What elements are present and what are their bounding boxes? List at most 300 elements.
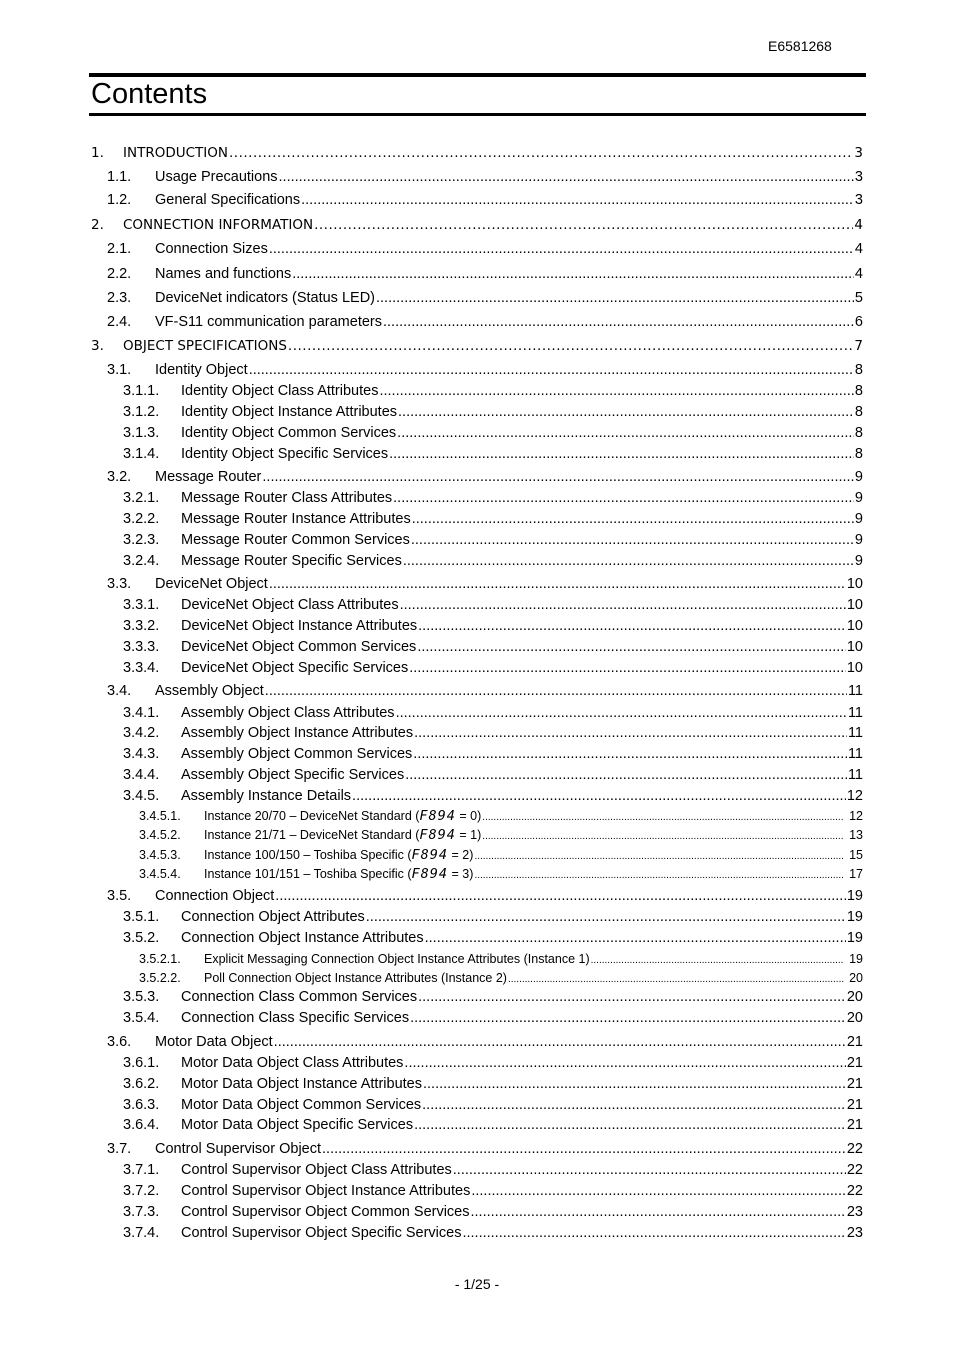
toc-entry-title	[181, 907, 365, 927]
toc-entry-number: 1.1.	[107, 169, 132, 185]
toc-entry[interactable]	[123, 381, 863, 401]
toc-entry-number: 2.	[91, 217, 104, 233]
toc-entry-title-text: Motor Data Object	[155, 1034, 273, 1050]
toc-entry-page: 4	[854, 266, 863, 282]
toc-entry-title-text: Instance 21/71 – DeviceNet Standard (	[204, 828, 420, 842]
toc-entry-number: 3.3.1.	[123, 597, 160, 613]
toc-entry-title-text: Identity Object	[155, 362, 248, 378]
toc-entry-title-text: Connection Object Instance Attributes	[181, 930, 424, 946]
toc-entry[interactable]	[91, 336, 863, 356]
toc-entry-number: 2.4.	[107, 314, 132, 330]
dot-leader	[379, 381, 853, 401]
toc-entry[interactable]	[123, 723, 863, 743]
dot-leader	[422, 1095, 846, 1115]
toc-entry-title	[181, 1053, 403, 1073]
toc-entry[interactable]	[123, 488, 863, 508]
toc-entry-number: 3.2.4.	[123, 553, 160, 569]
toc-entry-title	[181, 1202, 470, 1222]
toc-entry-number: 3.6.3.	[123, 1097, 160, 1113]
toc-entry-number: 3.5.2.2.	[139, 971, 181, 985]
toc-entry-title	[181, 723, 413, 743]
toc-entry[interactable]	[107, 264, 863, 284]
dot-leader	[383, 312, 854, 332]
toc-entry[interactable]	[107, 1139, 863, 1159]
toc-entry-number: 3.6.1.	[123, 1055, 160, 1071]
toc-entry-title-text: VF-S11 communication parameters	[155, 314, 382, 330]
toc-entry-title-text: DeviceNet Object Specific Services	[181, 660, 409, 676]
toc-entry[interactable]	[91, 143, 863, 163]
toc-entry-number: 3.6.	[107, 1034, 132, 1050]
toc-entry-number: 1.2.	[107, 192, 132, 208]
toc-entry-title	[204, 806, 481, 826]
dot-leader	[453, 1160, 846, 1180]
toc-entry-title	[155, 467, 261, 487]
toc-entry[interactable]	[123, 509, 863, 529]
toc-entry-number: 3.4.5.4.	[139, 867, 181, 881]
toc-entry[interactable]	[123, 1095, 863, 1115]
parameter-code: F894	[419, 827, 456, 843]
toc-entry-number: 3.4.5.2.	[139, 828, 181, 842]
toc-entry-title	[204, 825, 481, 845]
toc-entry[interactable]	[123, 658, 863, 678]
toc-entry-title	[181, 744, 412, 764]
dot-leader	[400, 595, 846, 615]
toc-entry-number: 3.4.	[107, 683, 132, 699]
toc-entry-title	[204, 968, 507, 988]
dot-leader	[409, 658, 846, 678]
toc-entry-page: 9	[854, 511, 863, 527]
toc-entry-title-text: Assembly Object Instance Attributes	[181, 725, 414, 741]
toc-entry[interactable]	[107, 167, 863, 187]
toc-entry-title	[123, 143, 228, 163]
toc-entry-title	[155, 360, 248, 380]
toc-entry-title-text: Message Router	[155, 469, 262, 485]
toc-entry[interactable]	[107, 1032, 863, 1052]
toc-entry-number: 3.3.3.	[123, 639, 160, 655]
toc-entry[interactable]	[123, 703, 863, 723]
toc-entry[interactable]	[123, 637, 863, 657]
toc-entry-number: 3.5.4.	[123, 1010, 160, 1026]
toc-entry[interactable]	[123, 616, 863, 636]
toc-entry-title-text: Connection Class Common Services	[181, 989, 418, 1005]
toc-entry-title	[181, 1115, 413, 1135]
toc-entry-page: 9	[854, 532, 863, 548]
toc-entry[interactable]	[123, 595, 863, 615]
toc-entry[interactable]	[123, 786, 863, 806]
dot-leader	[314, 215, 853, 235]
dot-leader	[413, 744, 847, 764]
toc-entry[interactable]	[123, 402, 863, 422]
toc-entry-title-text: Poll Connection Object Instance Attributes (Instance 2)	[204, 971, 507, 985]
toc-entry-title-text: Control Supervisor Object Class Attributes	[181, 1162, 452, 1178]
toc-entry-title	[204, 949, 590, 969]
toc-entry-number: 3.7.2.	[123, 1183, 160, 1199]
toc-entry-title	[181, 786, 351, 806]
title-top-rule	[89, 73, 866, 77]
toc-entry-number: 3.6.2.	[123, 1076, 160, 1092]
dot-leader	[301, 190, 854, 210]
toc-entry-title-text: DeviceNet Object Common Services	[181, 639, 417, 655]
toc-entry-page: 9	[854, 469, 863, 485]
toc-entry-title	[123, 215, 313, 235]
toc-entry-page: 20	[846, 989, 863, 1005]
toc-entry-title	[155, 167, 278, 187]
toc-entry[interactable]	[139, 806, 863, 826]
toc-entry[interactable]	[123, 1053, 863, 1073]
toc-entry[interactable]	[123, 987, 863, 1007]
toc-entry-title-text: Assembly Object Common Services	[181, 746, 413, 762]
toc-entry-title-suffix: = 3)	[448, 867, 474, 881]
toc-entry-title	[155, 1032, 273, 1052]
toc-entry-page: 10	[846, 597, 863, 613]
dot-leader	[396, 703, 847, 723]
toc-entry-number: 3.1.	[107, 362, 132, 378]
dot-leader	[389, 444, 854, 464]
toc-entry-title-text: Identity Object Common Services	[181, 425, 397, 441]
toc-entry[interactable]	[123, 1181, 863, 1201]
dot-leader	[275, 886, 846, 906]
toc-entry[interactable]	[123, 928, 863, 948]
toc-entry-number: 3.7.3.	[123, 1204, 160, 1220]
toc-entry[interactable]	[107, 239, 863, 259]
toc-entry-title-suffix: = 1)	[455, 828, 482, 842]
toc-entry-page: 7	[854, 338, 863, 354]
dot-leader	[418, 616, 846, 636]
toc-entry-page: 12	[849, 809, 863, 823]
toc-entry-number: 3.4.5.3.	[139, 848, 181, 862]
toc-entry-title	[181, 1181, 470, 1201]
toc-entry-page: 4	[854, 217, 863, 233]
toc-entry[interactable]	[123, 423, 863, 443]
toc-entry[interactable]	[123, 1202, 863, 1222]
toc-entry-number: 3.7.	[107, 1141, 132, 1157]
toc-entry-page: 21	[846, 1097, 863, 1113]
toc-entry-number: 3.5.2.	[123, 930, 160, 946]
toc-entry-page: 23	[846, 1204, 863, 1220]
dot-leader	[249, 360, 854, 380]
toc-entry[interactable]	[123, 1115, 863, 1135]
toc-entry-number: 3.3.4.	[123, 660, 160, 676]
toc-entry-title-text: Motor Data Object Class Attributes	[181, 1055, 404, 1071]
toc-entry[interactable]	[139, 845, 863, 865]
toc-entry-title	[155, 239, 268, 259]
toc-entry-page: 20	[849, 971, 863, 985]
toc-entry-number: 3.3.	[107, 576, 132, 592]
toc-entry-title-text: Connection Object	[155, 888, 275, 904]
toc-entry-number: 2.2.	[107, 266, 132, 282]
toc-entry-title	[123, 336, 287, 356]
toc-entry-title-text: Instance 20/70 – DeviceNet Standard (	[204, 809, 420, 823]
toc-entry-page: 8	[854, 404, 863, 420]
toc-entry-title	[155, 886, 274, 906]
toc-entry-title-text: General Specifications	[155, 192, 301, 208]
dot-leader	[414, 723, 847, 743]
dot-leader	[425, 928, 846, 948]
toc-entry-page: 13	[849, 828, 863, 842]
toc-entry-title	[155, 264, 291, 284]
dot-leader	[471, 1181, 846, 1201]
toc-entry-title-text: Connection Sizes	[155, 241, 268, 257]
toc-entry-number: 3.1.3.	[123, 425, 160, 441]
toc-entry[interactable]	[107, 467, 863, 487]
toc-entry-title	[181, 637, 416, 657]
toc-entry[interactable]	[123, 444, 863, 464]
toc-entry-title	[204, 845, 473, 865]
dot-leader	[474, 866, 844, 886]
toc-entry[interactable]	[107, 681, 863, 701]
toc-entry-page: 9	[854, 490, 863, 506]
toc-entry-page: 21	[846, 1034, 863, 1050]
toc-entry[interactable]	[123, 765, 863, 785]
toc-entry-page: 9	[854, 553, 863, 569]
toc-entry-title	[155, 1139, 321, 1159]
toc-entry-title-text: Assembly Instance Details	[181, 788, 352, 804]
toc-entry-number: 3.5.3.	[123, 989, 160, 1005]
dot-leader	[274, 1032, 846, 1052]
toc-entry[interactable]	[123, 744, 863, 764]
toc-entry-title	[181, 1095, 421, 1115]
dot-leader	[398, 402, 854, 422]
dot-leader	[418, 987, 846, 1007]
toc-entry-number: 3.5.2.1.	[139, 952, 181, 966]
toc-entry-page: 21	[846, 1117, 863, 1133]
toc-entry-page: 11	[847, 705, 863, 721]
toc-entry-page: 5	[854, 290, 863, 306]
toc-entry-number: 3.7.4.	[123, 1225, 160, 1241]
toc-entry-page: 21	[846, 1055, 863, 1071]
toc-entry-page: 23	[846, 1225, 863, 1241]
toc-entry-title-text: DeviceNet indicators (Status LED)	[155, 290, 375, 306]
toc-entry-title-text: Motor Data Object Common Services	[181, 1097, 422, 1113]
document-number: E6581268	[768, 38, 832, 54]
toc-entry[interactable]	[107, 886, 863, 906]
toc-entry[interactable]	[123, 1008, 863, 1028]
toc-entry-title	[155, 574, 268, 594]
toc-entry-title	[155, 288, 375, 308]
toc-entry-title	[181, 509, 411, 529]
toc-entry-page: 8	[854, 425, 863, 441]
toc-entry-page: 3	[854, 169, 863, 185]
dot-leader	[412, 509, 854, 529]
dot-leader	[410, 1008, 846, 1028]
toc-entry-number: 3.1.4.	[123, 446, 160, 462]
toc-entry-page: 3	[854, 145, 863, 161]
toc-entry-title-text: Instance 100/150 – Toshiba Specific (	[204, 848, 412, 862]
toc-entry-title-text: DeviceNet Object	[155, 576, 268, 592]
dot-leader	[471, 1202, 846, 1222]
toc-entry-title	[155, 190, 300, 210]
toc-entry-page: 8	[854, 383, 863, 399]
dot-leader	[417, 637, 846, 657]
toc-entry-title-text: Message Router Class Attributes	[181, 490, 393, 506]
toc-entry-number: 3.1.1.	[123, 383, 160, 399]
toc-entry[interactable]	[123, 1074, 863, 1094]
toc-entry-number: 3.5.	[107, 888, 132, 904]
toc-entry-title	[181, 530, 410, 550]
toc-entry-title	[181, 595, 399, 615]
toc-entry-page: 22	[846, 1141, 863, 1157]
toc-entry[interactable]	[123, 1223, 863, 1243]
toc-entry-title	[181, 1074, 422, 1094]
toc-entry-page: 8	[854, 362, 863, 378]
dot-leader	[462, 1223, 845, 1243]
toc-entry-title	[155, 681, 264, 701]
toc-entry-title-text: Assembly Object Class Attributes	[181, 705, 395, 721]
page-number: - 1/25 -	[454, 1276, 500, 1292]
dot-leader	[288, 336, 854, 356]
toc-entry-page: 22	[846, 1183, 863, 1199]
toc-entry-title-text: OBJECT SPECIFICATIONS	[123, 338, 287, 354]
toc-entry-title-text: Message Router Instance Attributes	[181, 511, 411, 527]
toc-entry-page: 10	[846, 639, 863, 655]
toc-entry[interactable]	[107, 190, 863, 210]
title-bottom-rule	[89, 113, 866, 116]
toc-entry-page: 19	[846, 930, 863, 946]
toc-entry-page: 4	[854, 241, 863, 257]
toc-entry[interactable]	[123, 1160, 863, 1180]
dot-leader	[269, 574, 846, 594]
toc-entry-page: 10	[846, 660, 863, 676]
toc-entry-title	[181, 1160, 452, 1180]
toc-entry-title-text: Explicit Messaging Connection Object Instance Attributes (Instance 1)	[204, 952, 590, 966]
toc-entry-page: 21	[846, 1076, 863, 1092]
toc-entry-title	[181, 551, 402, 571]
toc-entry-title-text: Connection Object Attributes	[181, 909, 365, 925]
parameter-code: F894	[419, 808, 456, 824]
dot-leader	[366, 907, 846, 927]
toc-entry[interactable]	[91, 215, 863, 235]
toc-entry-page: 3	[854, 192, 863, 208]
toc-entry-number: 3.2.	[107, 469, 132, 485]
toc-entry-title-text: Control Supervisor Object Specific Services	[181, 1225, 462, 1241]
dot-leader	[403, 551, 854, 571]
dot-leader	[423, 1074, 846, 1094]
toc-entry-number: 2.3.	[107, 290, 132, 306]
toc-entry-page: 11	[847, 683, 863, 699]
toc-entry-page: 19	[846, 888, 863, 904]
toc-entry-title-text: Names and functions	[155, 266, 292, 282]
toc-entry[interactable]	[123, 907, 863, 927]
dot-leader	[376, 288, 854, 308]
toc-entry-title-text: Identity Object Specific Services	[181, 446, 389, 462]
toc-entry-title	[181, 381, 378, 401]
toc-entry-page: 10	[846, 576, 863, 592]
toc-entry-title	[181, 444, 388, 464]
toc-entry[interactable]	[139, 968, 863, 988]
toc-entry-page: 6	[854, 314, 863, 330]
toc-entry-number: 3.5.1.	[123, 909, 160, 925]
toc-entry-title	[181, 616, 417, 636]
toc-entry-title-text: DeviceNet Object Class Attributes	[181, 597, 399, 613]
toc-entry-title	[181, 423, 396, 443]
dot-leader	[265, 681, 847, 701]
toc-entry-page: 11	[847, 746, 863, 762]
dot-leader	[414, 1115, 846, 1135]
toc-entry[interactable]	[107, 574, 863, 594]
toc-entry-number: 3.4.1.	[123, 705, 160, 721]
toc-entry[interactable]	[107, 288, 863, 308]
toc-entry-number: 3.4.3.	[123, 746, 160, 762]
toc-entry-title-text: Motor Data Object Specific Services	[181, 1117, 414, 1133]
toc-entry-title	[181, 987, 417, 1007]
toc-entry-page: 12	[846, 788, 863, 804]
toc-entry-number: 1.	[91, 145, 104, 161]
dot-leader	[292, 264, 854, 284]
toc-entry-number: 3.2.2.	[123, 511, 160, 527]
toc-entry[interactable]	[107, 312, 863, 332]
toc-entry-number: 3.6.4.	[123, 1117, 160, 1133]
toc-entry-number: 3.7.1.	[123, 1162, 160, 1178]
toc-entry-page: 17	[849, 867, 863, 881]
toc-entry-number: 3.4.5.1.	[139, 809, 181, 823]
dot-leader	[322, 1139, 846, 1159]
toc-entry-title	[181, 1223, 461, 1243]
toc-entry-page: 20	[846, 1010, 863, 1026]
toc-entry-title-text: Message Router Common Services	[181, 532, 410, 548]
toc-entry-page: 8	[854, 446, 863, 462]
toc-entry-title	[181, 703, 395, 723]
toc-entry-title-text: Identity Object Class Attributes	[181, 383, 379, 399]
toc-entry-title-text: Control Supervisor Object	[155, 1141, 322, 1157]
toc-entry-page: 19	[846, 909, 863, 925]
toc-entry[interactable]	[139, 825, 863, 845]
dot-leader	[279, 167, 854, 187]
parameter-code: F894	[411, 866, 449, 882]
toc-entry-title	[181, 658, 408, 678]
page-title: Contents	[91, 78, 208, 110]
toc-entry-title-text: CONNECTION INFORMATION	[123, 217, 314, 233]
toc-entry[interactable]	[139, 864, 863, 884]
dot-leader	[405, 765, 847, 785]
toc-entry-title-text: Assembly Object	[155, 683, 264, 699]
toc-entry[interactable]	[107, 360, 863, 380]
toc-entry-number: 3.3.2.	[123, 618, 160, 634]
dot-leader	[352, 786, 846, 806]
dot-leader	[397, 423, 854, 443]
toc-entry-title	[181, 765, 404, 785]
toc-entry-page: 10	[846, 618, 863, 634]
toc-entry[interactable]	[123, 551, 863, 571]
toc-entry-title	[181, 402, 397, 422]
toc-entry-title	[155, 312, 382, 332]
toc-entry-title-text: Control Supervisor Object Instance Attributes	[181, 1183, 471, 1199]
toc-entry-page: 11	[847, 767, 863, 783]
toc-entry-title-text: Control Supervisor Object Common Services	[181, 1204, 470, 1220]
toc-entry-title-text: Instance 101/151 – Toshiba Specific (	[204, 867, 412, 881]
toc-entry-title	[204, 864, 473, 884]
toc-entry-title	[181, 928, 424, 948]
dot-leader	[229, 143, 853, 163]
toc-entry-title-text: Assembly Object Specific Services	[181, 767, 405, 783]
toc-entry-number: 3.2.3.	[123, 532, 160, 548]
toc-entry-title-suffix: = 0)	[455, 809, 482, 823]
toc-entry-number: 2.1.	[107, 241, 132, 257]
toc-entry-title-text: Motor Data Object Instance Attributes	[181, 1076, 422, 1092]
toc-entry[interactable]	[139, 949, 863, 969]
dot-leader	[404, 1053, 845, 1073]
toc-entry-title-text: Identity Object Instance Attributes	[181, 404, 398, 420]
toc-entry-page: 11	[847, 725, 863, 741]
toc-entry-number: 3.2.1.	[123, 490, 160, 506]
toc-entry-title-text: Message Router Specific Services	[181, 553, 402, 569]
dot-leader	[482, 827, 844, 847]
dot-leader	[269, 239, 854, 259]
toc-entry-title-text: INTRODUCTION	[123, 145, 228, 161]
toc-entry[interactable]	[123, 530, 863, 550]
dot-leader	[411, 530, 854, 550]
dot-leader	[262, 467, 854, 487]
toc-entry-title-text: DeviceNet Object Instance Attributes	[181, 618, 418, 634]
